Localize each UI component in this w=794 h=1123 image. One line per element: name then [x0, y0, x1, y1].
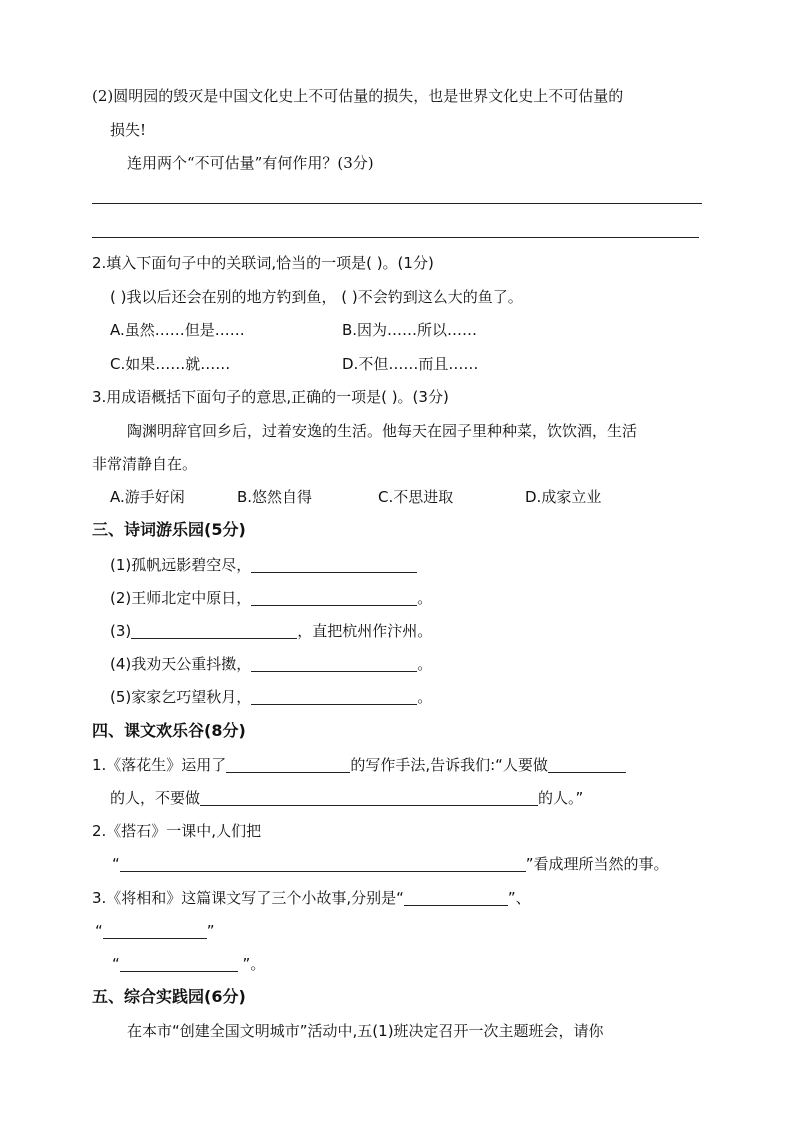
section-5-heading: 五、综合实践园(6分) [92, 987, 246, 1006]
section-3-heading: 三、诗词游乐园(5分) [92, 520, 246, 539]
conjunction-question-stem: 2.填入下面句子中的关联词,恰当的一项是( )。(1分) [92, 254, 434, 272]
option-c[interactable]: C.不思进取 [378, 488, 454, 506]
q3-text-b: ”、 [507, 889, 531, 907]
blank-not-be-person[interactable] [200, 790, 538, 806]
option-b[interactable]: B.悠然自得 [237, 488, 313, 506]
text-question-1-line2 [110, 788, 583, 808]
poem-line-5 [110, 687, 432, 707]
poem-line-4-text: (4)我劝天公重抖擞， [110, 655, 252, 673]
blank-writing-technique[interactable] [226, 757, 350, 773]
q3-text-e: “ [112, 955, 120, 973]
text-question-2-line1: 2.《搭石》一课中,人们把 [92, 822, 262, 840]
poem-line-3 [110, 621, 432, 641]
poem-blank-5[interactable] [251, 689, 417, 705]
poem-blank-2[interactable] [251, 590, 417, 606]
poem-line-1 [110, 555, 417, 575]
option-b[interactable]: B.因为……所以…… [342, 321, 478, 339]
poem-blank-1[interactable] [251, 557, 417, 573]
idiom-passage-line2: 非常清静自在。 [92, 455, 198, 473]
q3-text-c: “ [95, 922, 103, 940]
poem-line-1-text: (1)孤帆远影碧空尽， [110, 556, 252, 574]
text-question-3-line1 [92, 888, 531, 908]
q3-text-d: ” [206, 922, 215, 940]
option-d[interactable]: D.成家立业 [525, 488, 602, 506]
option-c[interactable]: C.如果……就…… [110, 355, 231, 373]
poem-line-4 [110, 654, 432, 674]
q2-open-quote: “ [112, 855, 120, 873]
question-2-line2: 损失! [110, 121, 147, 139]
poem-line-5-text: (5)家家乞巧望秋月， [110, 688, 252, 706]
question-2-line1: (2)圆明园的毁灭是中国文化史上不可估量的损失，也是世界文化史上不可估量的 [92, 87, 624, 105]
section-4-heading: 四、课文欢乐谷(8分) [92, 721, 246, 740]
poem-line-3-text: (3) [110, 622, 132, 640]
blank-story-3[interactable] [120, 956, 238, 972]
blank-be-person[interactable] [548, 757, 626, 773]
q2-text-c: ”看成理所当然的事。 [525, 855, 669, 873]
q1-text-a: 1.《落花生》运用了 [92, 756, 227, 774]
poem-line-2-text: (2)王师北定中原日， [110, 589, 252, 607]
answer-line-1[interactable] [92, 203, 702, 204]
text-question-2-line2 [112, 854, 669, 874]
text-question-1-line1 [92, 755, 626, 775]
blank-story-2[interactable] [103, 923, 207, 939]
blank-story-1[interactable] [404, 890, 508, 906]
option-a[interactable]: A.虽然……但是…… [110, 321, 245, 339]
idiom-passage-line1: 陶渊明辞官回乡后，过着安逸的生活。他每天在园子里种种菜，饮饮酒，生活 [127, 422, 638, 440]
section-5-text-line1: 在本市“创建全国文明城市”活动中,五(1)班决定召开一次主题班会，请你 [127, 1022, 604, 1040]
question-2-prompt: 连用两个“不可估量”有何作用？(3分) [127, 154, 374, 172]
poem-line-4-end: 。 [417, 655, 433, 673]
poem-blank-3[interactable] [131, 623, 297, 639]
poem-line-3-end: ，直把杭州作汴州。 [297, 622, 433, 640]
q3-text-a: 3.《将相和》这篇课文写了三个小故事,分别是“ [92, 889, 404, 907]
blank-dashi[interactable] [120, 856, 526, 872]
q1-text-d: 的人。” [538, 789, 584, 807]
q3-text-f: ”。 [237, 955, 266, 973]
poem-blank-4[interactable] [251, 656, 417, 672]
option-a[interactable]: A.游手好闲 [110, 488, 185, 506]
poem-line-2 [110, 588, 432, 608]
conjunction-sentence: ( )我以后还会在别的地方钓到鱼， ( )不会钓到这么大的鱼了。 [110, 288, 523, 306]
q1-text-b: 的写作手法,告诉我们:“人要做 [350, 756, 548, 774]
text-question-3-line3 [112, 954, 265, 974]
q1-text-c: 的人，不要做 [110, 789, 201, 807]
option-d[interactable]: D.不但……而且…… [342, 355, 479, 373]
poem-line-2-end: 。 [417, 589, 433, 607]
text-question-3-line2 [95, 921, 215, 941]
idiom-question-stem: 3.用成语概括下面句子的意思,正确的一项是( )。(3分) [92, 388, 449, 406]
answer-line-2[interactable] [92, 237, 699, 238]
poem-line-5-end: 。 [417, 688, 433, 706]
